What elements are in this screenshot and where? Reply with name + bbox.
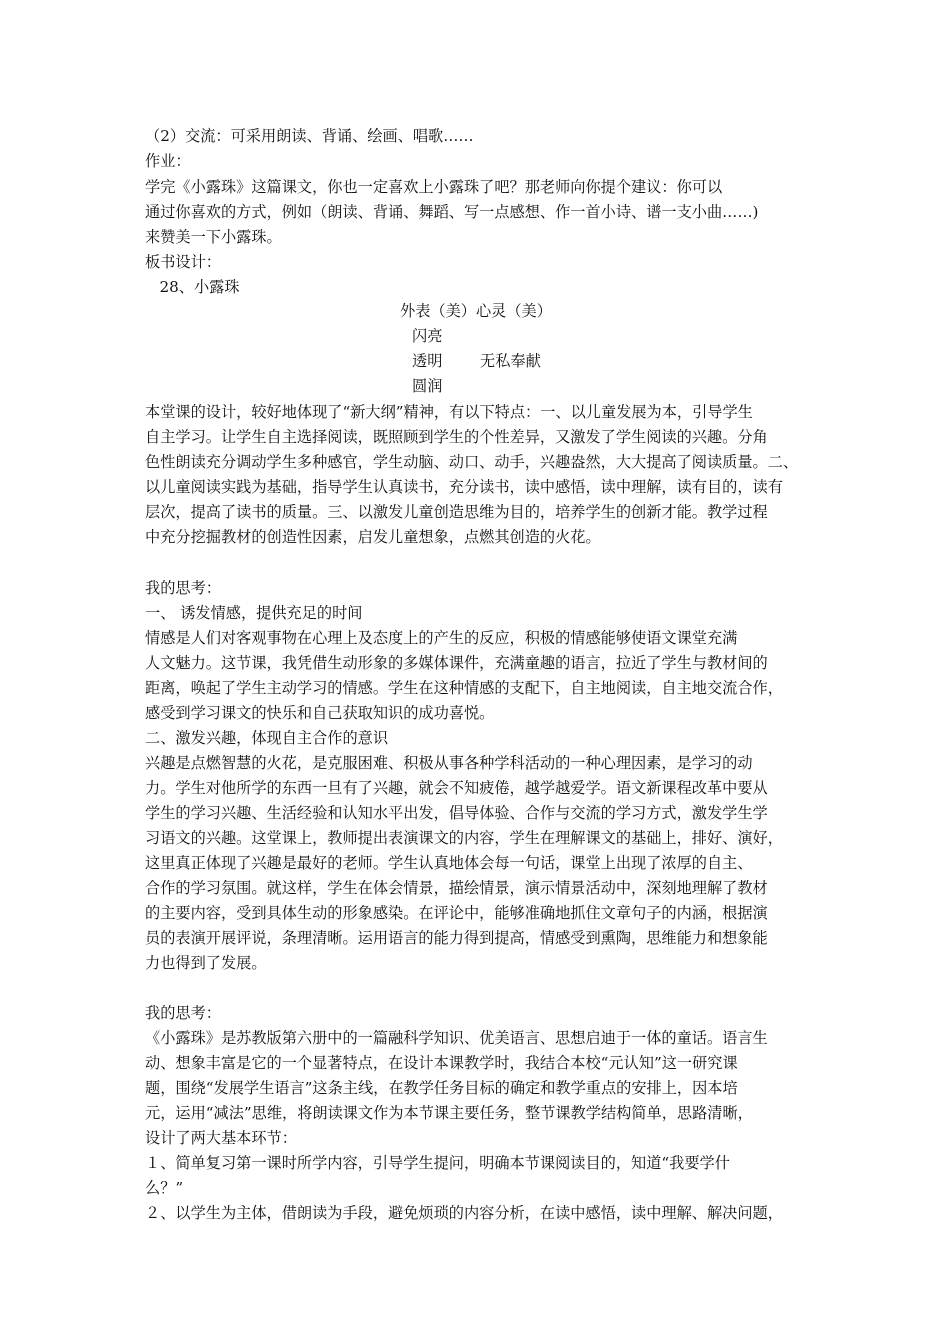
text-line: （2）交流：可采用朗读、背诵、绘画、唱歌…… [145, 127, 474, 145]
text-line: 板书设计： [145, 253, 221, 271]
text-line: 合作的学习氛围。就这样，学生在体会情景，描绘情景，演示情景活动中，深刻地理解了教材 [145, 879, 768, 897]
text-line: 《小露珠》是苏教版第六册中的一篇融科学知识、优美语言、思想启迪于一体的童话。语言生 [145, 1029, 768, 1047]
text-line: ２、以学生为主体，借朗读为手段，避免烦琐的内容分析，在读中感悟，读中理解、解决问题， [145, 1204, 783, 1222]
text-line: 感受到学习课文的快乐和自己获取知识的成功喜悦。 [145, 704, 495, 722]
text-line: 学生的学习兴趣、生活经验和认知水平出发，倡导体验、合作与交流的学习方式，激发学生学 [145, 804, 768, 822]
subheading: 一、 诱发情感，提供充足的时间 [145, 604, 363, 622]
section-heading: 我的思考： [145, 1004, 221, 1022]
text-line: 兴趣是点燃智慧的火花，是克服困难、积极从事各种学科活动的一种心理因素，是学习的动 [145, 754, 753, 772]
text-line: 元，运用“减法”思维，将朗读课文作为本节课主要任务，整节课教学结构简单，思路清晰， [145, 1104, 753, 1122]
text-line: 自主学习。让学生自主选择阅读，既照顾到学生的个性差异，又激发了学生阅读的兴趣。分角 [145, 428, 768, 446]
subheading: 二、激发兴趣，体现自主合作的意识 [145, 729, 388, 747]
board-heading: 外表（美）心灵（美） [400, 302, 552, 320]
text-line: 设计了两大基本环节： [145, 1129, 297, 1147]
board-item: 圆润 [412, 377, 443, 395]
board-title: 28、小露珠 [145, 278, 240, 296]
board-item: 无私奉献 [480, 352, 541, 370]
text-line: 习语文的兴趣。这堂课上，教师提出表演课文的内容，学生在理解课文的基础上，排好、演好， [145, 829, 783, 847]
text-line: 以儿童阅读实践为基础，指导学生认真读书，充分读书，读中感悟，读中理解，读有目的，读有 [145, 478, 783, 496]
text-line: 这里真正体现了兴趣是最好的老师。学生认真地体会每一句话，课堂上出现了浓厚的自主、 [145, 854, 753, 872]
text-line: 力也得到了发展。 [145, 954, 267, 972]
text-line: 力。学生对他所学的东西一旦有了兴趣，就会不知疲倦，越学越爱学。语文新课程改革中要从 [145, 779, 768, 797]
text-line: 中充分挖掘教材的创造性因素，启发儿童想象，点燃其创造的火花。 [145, 528, 601, 546]
text-line: 员的表演开展评说，条理清晰。运用语言的能力得到提高，情感受到熏陶，思维能力和想象能 [145, 929, 768, 947]
text-line: 来赞美一下小露珠。 [145, 228, 282, 246]
text-line: 题，围绕“发展学生语言”这条主线，在教学任务目标的确定和教学重点的安排上，因本培 [145, 1079, 738, 1097]
text-line: 的主要内容，受到具体生动的形象感染。在评论中，能够准确地抓住文章句子的内涵，根据演 [145, 904, 768, 922]
text-line: 么？” [145, 1179, 184, 1197]
board-item: 闪亮 [412, 327, 443, 345]
text-line: 作业： [145, 152, 191, 170]
text-line: 情感是人们对客观事物在心理上及态度上的产生的反应，积极的情感能够使语文课堂充满 [145, 629, 738, 647]
text-line: 通过你喜欢的方式，例如（朗读、背诵、舞蹈、写一点感想、作一首小诗、谱一支小曲……) [145, 203, 759, 221]
text-line: １、简单复习第一课时所学内容，引导学生提问，明确本节课阅读目的，知道“我要学什 [145, 1154, 730, 1172]
text-line: 学完《小露珠》这篇课文，你也一定喜欢上小露珠了吧？那老师向你提个建议：你可以 [145, 178, 723, 196]
section-heading: 我的思考： [145, 579, 221, 597]
text-line: 动、想象丰富是它的一个显著特点，在设计本课教学时，我结合本校“元认知”这一研究课 [145, 1054, 738, 1072]
text-line: 本堂课的设计，较好地体现了“新大纲”精神，有以下特点：一、以儿童发展为本，引导学生 [145, 403, 753, 421]
text-line: 距离，唤起了学生主动学习的情感。学生在这种情感的支配下，自主地阅读，自主地交流合作， [145, 679, 783, 697]
board-item: 透明 [412, 352, 443, 370]
text-line: 层次，提高了读书的质量。三、以激发儿童创造思维为目的，培养学生的创新才能。教学过程 [145, 503, 768, 521]
text-line: 人文魅力。这节课，我凭借生动形象的多媒体课件，充满童趣的语言，拉近了学生与教材间的 [145, 654, 768, 672]
text-line: 色性朗读充分调动学生多种感官，学生动脑、动口、动手，兴趣盎然，大大提高了阅读质量。二、 [145, 453, 799, 471]
